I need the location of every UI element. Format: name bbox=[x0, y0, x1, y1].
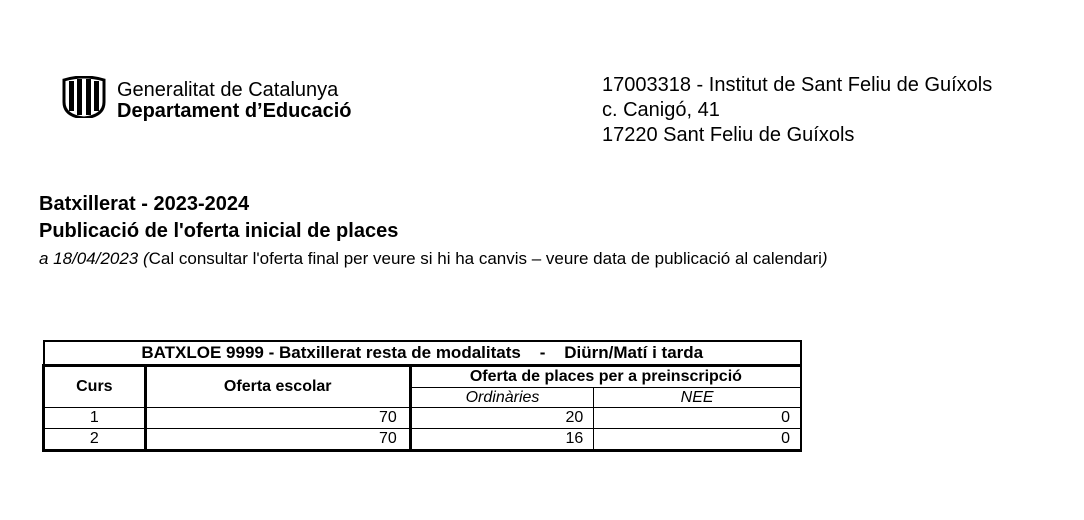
cell-ordinaries: 16 bbox=[410, 429, 594, 451]
org-line-2: Departament d’Educació bbox=[117, 100, 352, 122]
generalitat-logo-icon bbox=[62, 76, 106, 118]
header-ordinaries: Ordinàries bbox=[410, 388, 594, 408]
table-row bbox=[44, 429, 802, 451]
cell-nee: 0 bbox=[594, 429, 801, 451]
cell-oferta: 70 bbox=[145, 408, 410, 429]
cell-ordinaries: 20 bbox=[410, 408, 594, 429]
header-oferta-escolar: Oferta escolar bbox=[145, 366, 410, 408]
header-nee: NEE bbox=[594, 388, 801, 408]
school-address bbox=[602, 73, 992, 148]
table-caption-row bbox=[44, 341, 802, 366]
cell-nee: 0 bbox=[594, 408, 801, 429]
organization-name bbox=[117, 80, 352, 122]
table-caption: BATXLOE 9999 - Batxillerat resta de modalitats - Diürn/Matí i tarda bbox=[44, 341, 802, 366]
note-text: Cal consultar l'oferta final per veure si hi ha canvis – veure data de publicació al calendari bbox=[148, 249, 822, 268]
cell-curs: 1 bbox=[44, 408, 146, 429]
note-close: ) bbox=[821, 249, 828, 268]
header-curs: Curs bbox=[44, 366, 146, 408]
org-line-1: Generalitat de Catalunya bbox=[117, 79, 339, 101]
address-line-2: c. Canigó, 41 bbox=[602, 99, 720, 121]
cell-curs: 2 bbox=[44, 429, 146, 451]
table-row bbox=[44, 408, 802, 429]
note-date: a 18/04/2023 ( bbox=[39, 249, 149, 268]
table-header-row bbox=[44, 366, 802, 388]
address-line-3: 17220 Sant Feliu de Guíxols bbox=[602, 124, 855, 146]
address-line-1: 17003318 - Institut de Sant Feliu de Guíxols bbox=[602, 74, 993, 96]
places-table bbox=[42, 340, 802, 452]
publication-note bbox=[39, 249, 828, 269]
document-subtitle: Publicació de l'oferta inicial de places bbox=[39, 220, 399, 242]
header-oferta-preinscripcio: Oferta de places per a preinscripció bbox=[410, 366, 801, 388]
document-title: Batxillerat - 2023-2024 bbox=[39, 193, 250, 215]
cell-oferta: 70 bbox=[145, 429, 410, 451]
